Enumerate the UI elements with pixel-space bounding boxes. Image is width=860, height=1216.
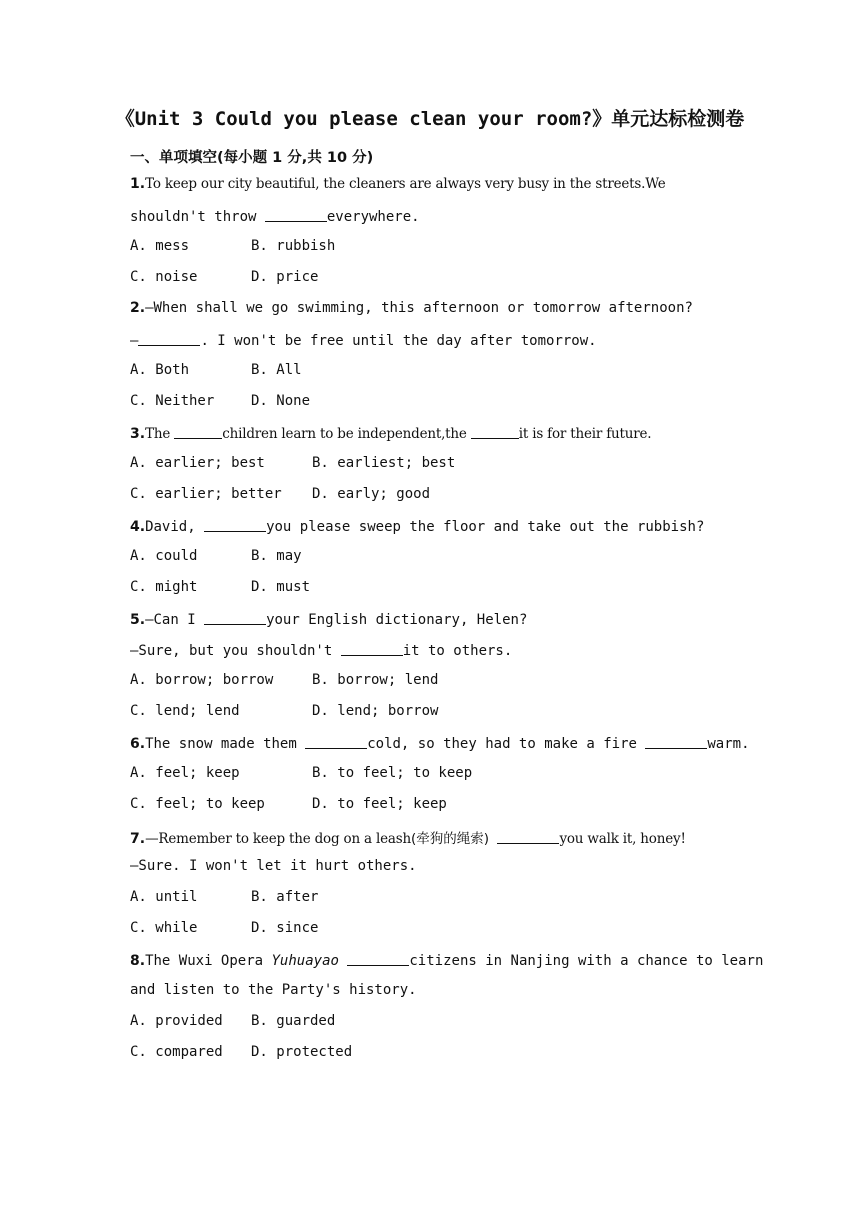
answer-blank [347, 951, 409, 966]
option-d: D. must [251, 579, 311, 595]
option-a: A. mess [130, 238, 190, 254]
question-text: and listen to the Party's history. [130, 982, 417, 998]
option-a: A. provided [130, 1013, 223, 1029]
question-1 [130, 176, 734, 192]
question-6 [130, 734, 750, 752]
option-c: C. lend; lend [130, 703, 240, 719]
options-row [130, 269, 318, 285]
option-d: D. protected [251, 1044, 353, 1060]
question-text: warm. [707, 736, 750, 752]
question-text: citizens in Nanjing with a chance to learn [409, 953, 764, 969]
option-b: B. rubbish [251, 238, 336, 254]
option-a: A. earlier; best [130, 455, 265, 471]
spacer-text [339, 953, 347, 969]
answer-blank [204, 517, 266, 532]
question-text: cold, so they had to make a fire [367, 736, 646, 752]
option-a: A. until [130, 889, 198, 905]
question-text: David, [145, 519, 205, 535]
answer-blank [204, 610, 266, 625]
question-text: — [130, 333, 139, 349]
question-7-line-2 [130, 858, 734, 874]
option-d: D. price [251, 269, 319, 285]
question-text: it to others. [402, 643, 513, 659]
option-b: B. borrow; lend [312, 672, 439, 688]
question-1-line-2 [130, 207, 734, 225]
question-number: 4. [130, 519, 146, 535]
question-text: —Remember to keep the dog on a leash [145, 831, 411, 847]
answer-blank [174, 424, 222, 439]
question-4 [130, 517, 734, 535]
options-row [130, 920, 318, 936]
answer-blank [497, 829, 559, 844]
section-heading: 一、单项填空(每小题 1 分,共 10 分) [130, 150, 374, 166]
question-text: The Wuxi Opera [145, 953, 272, 969]
question-text: you please sweep the floor and take out the rubbish? [266, 519, 705, 535]
answer-blank [341, 641, 403, 656]
answer-blank [305, 734, 367, 749]
options-row [130, 796, 447, 812]
question-text: —Can I [145, 612, 205, 628]
question-2 [130, 300, 734, 316]
option-c: C. while [130, 920, 198, 936]
options-row [130, 765, 472, 781]
question-text: everywhere. [326, 209, 420, 225]
question-5-line-2 [130, 641, 734, 659]
options-row [130, 672, 438, 688]
option-b: B. may [251, 548, 302, 564]
options-row [130, 238, 335, 254]
question-text: The snow made them [145, 736, 306, 752]
question-8-line-2 [130, 982, 734, 998]
question-2-line-2 [130, 331, 734, 349]
question-number: 5. [130, 612, 146, 628]
option-b: B. after [251, 889, 319, 905]
question-text: The [145, 426, 175, 442]
question-number: 8. [130, 953, 146, 969]
options-row [130, 1044, 352, 1060]
document-title: 《Unit 3 Could you please clean your room?》单元达标检测卷 [115, 108, 745, 130]
option-a: A. could [130, 548, 198, 564]
option-c: C. earlier; better [130, 486, 282, 502]
option-d: D. early; good [312, 486, 431, 502]
options-row [130, 1013, 335, 1029]
italic-title: Yuhuayao [271, 953, 339, 969]
question-text: your English dictionary, Helen? [266, 612, 528, 628]
question-text: To keep our city beautiful, the cleaners are always very busy in the streets.We [145, 176, 666, 192]
chinese-gloss: (牵狗的绳索) [410, 831, 490, 847]
question-text: . I won't be free until the day after tomorrow. [200, 333, 597, 349]
options-row [130, 393, 310, 409]
option-b: B. guarded [251, 1013, 336, 1029]
question-number: 2. [130, 300, 146, 316]
question-text: shouldn't throw [130, 209, 265, 225]
question-number: 6. [130, 736, 146, 752]
option-a: A. feel; keep [130, 765, 240, 781]
option-b: B. earliest; best [312, 455, 456, 471]
option-a: A. Both [130, 362, 190, 378]
answer-blank [265, 207, 327, 222]
question-text: it is for their future. [518, 426, 652, 442]
answer-blank [645, 734, 707, 749]
options-row [130, 703, 438, 719]
question-number: 7. [130, 831, 146, 847]
question-text: —Sure, but you shouldn't [130, 643, 341, 659]
option-a: A. borrow; borrow [130, 672, 274, 688]
answer-blank [138, 331, 200, 346]
options-row [130, 579, 310, 595]
answer-blank [471, 424, 519, 439]
options-row [130, 362, 302, 378]
option-c: C. Neither [130, 393, 215, 409]
question-text: you walk it, honey! [559, 831, 686, 847]
option-b: B. to feel; to keep [312, 765, 473, 781]
options-row [130, 486, 430, 502]
question-7 [130, 827, 734, 847]
option-c: C. might [130, 579, 198, 595]
options-row [130, 889, 318, 905]
option-c: C. feel; to keep [130, 796, 265, 812]
option-d: D. None [251, 393, 311, 409]
option-b: B. All [251, 362, 302, 378]
question-number: 1. [130, 176, 146, 192]
question-text: —Sure. I won't let it hurt others. [130, 858, 417, 874]
question-5 [130, 610, 734, 628]
options-row [130, 548, 302, 564]
question-8 [130, 951, 764, 969]
option-d: D. lend; borrow [312, 703, 439, 719]
question-number: 3. [130, 426, 146, 442]
option-c: C. compared [130, 1044, 223, 1060]
question-3 [130, 424, 734, 442]
options-row [130, 455, 455, 471]
question-text: —When shall we go swimming, this afternoon or tomorrow afternoon? [145, 300, 693, 316]
spacer-text [489, 831, 497, 847]
option-c: C. noise [130, 269, 198, 285]
question-text: children learn to be independent,the [222, 426, 471, 442]
option-d: D. to feel; keep [312, 796, 447, 812]
option-d: D. since [251, 920, 319, 936]
